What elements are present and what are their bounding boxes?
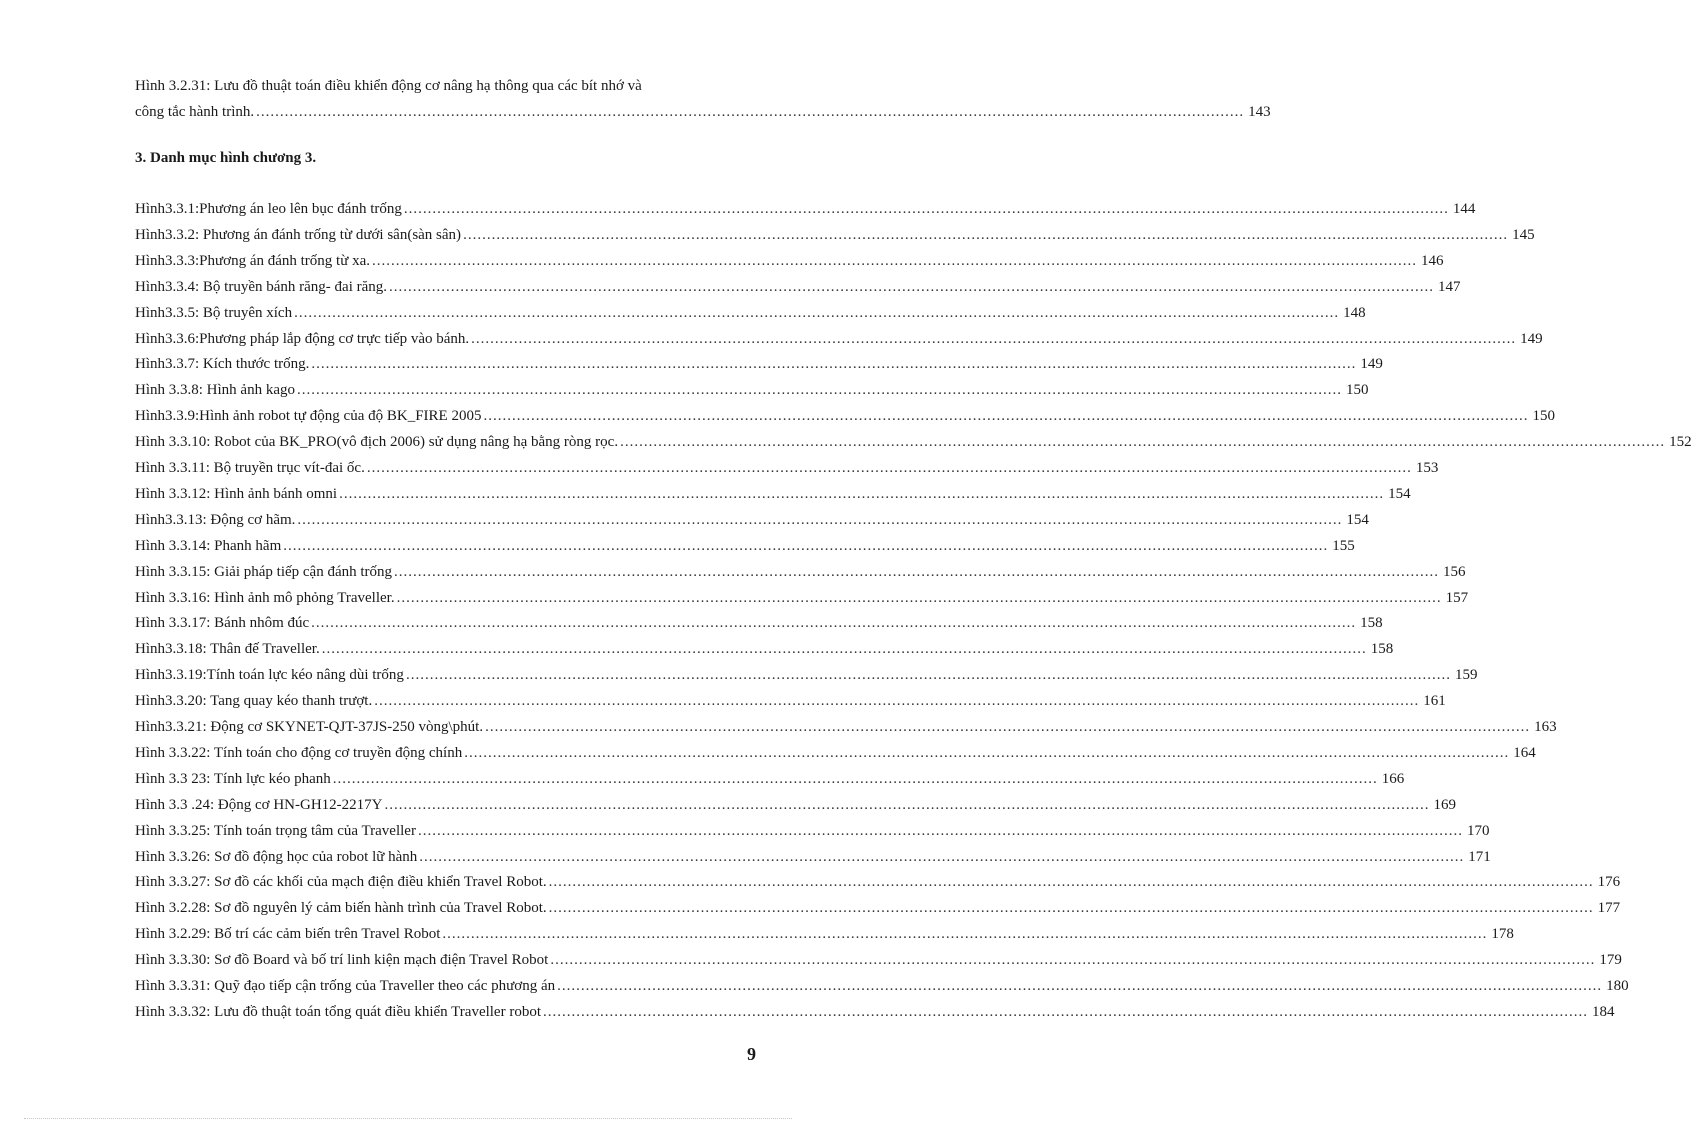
toc-entry (135, 818, 1490, 844)
toc-entry (135, 533, 1355, 559)
toc-entry-page: 154 (1388, 485, 1411, 502)
dot-leader: ............................................................................................................................................................................................................................ (463, 226, 1509, 243)
toc-entry-page: 163 (1534, 719, 1557, 735)
toc-entry-text: Hình 3.3.10: Robot của BK_PRO(vô địch 2006) sử dụng nâng hạ bằng ròng rọc. (135, 434, 619, 451)
toc-entry-row (135, 403, 1555, 429)
toc-entry-text: Hình 3.3.15: Giải pháp tiếp cận đánh trống (135, 563, 393, 580)
toc-entry-page: 161 (1423, 693, 1446, 710)
dot-leader: ............................................................................................................................................................................................................................ (557, 978, 1603, 994)
toc-entry-3-2-31 (135, 73, 1271, 125)
toc-entry-text: Hình3.3.19:Tính toán lực kéo nâng dùi trống (135, 667, 404, 684)
toc-entry (135, 947, 1622, 973)
toc-entry-text: Hình3.3.3:Phương án đánh trống từ xa. (135, 252, 371, 269)
toc-entry (135, 688, 1446, 714)
toc-entry-text: Hình3.3.21: Động cơ SKYNET-QJT-37JS-250 vòng\phút. (135, 719, 484, 735)
toc-entry-text: Hình 3.3.11: Bộ truyền trục vít-đai ốc. (135, 460, 365, 476)
dot-leader: ............................................................................................................................................................................................................................ (403, 201, 1449, 217)
toc-entry (135, 326, 1543, 352)
toc-entry-row (135, 222, 1535, 248)
toc-entry-text: Hình 3.3.22: Tính toán cho động cơ truyền động chính (135, 744, 463, 761)
page-border-line (24, 1118, 792, 1119)
toc-entry-row (135, 688, 1446, 714)
dot-leader: ............................................................................................................................................................................................................................ (366, 460, 1412, 476)
toc-entry (135, 714, 1557, 740)
toc-entry (135, 559, 1466, 585)
toc-entry-page: 143 (1248, 104, 1271, 120)
toc-entry (135, 196, 1476, 222)
dot-leader: ............................................................................................................................................................................................................................ (548, 874, 1594, 891)
toc-entry-page: 158 (1370, 641, 1394, 658)
toc-entry-row (135, 610, 1383, 636)
dot-leader: ............................................................................................................................................................................................................................ (294, 304, 1340, 321)
toc-entry-row (135, 481, 1411, 507)
toc-entry (135, 921, 1514, 947)
page-number: 9 (747, 1044, 756, 1064)
toc-entry-text: Hình 3.2.28: Sơ đồ nguyên lý cảm biến hành trình của Travel Robot. (135, 900, 547, 917)
dot-leader: ............................................................................................................................................................................................................................ (311, 356, 1357, 373)
toc-entry-text: Hình 3.3 23: Tính lực kéo phanh (135, 770, 331, 787)
dot-leader: ............................................................................................................................................................................................................................ (419, 848, 1465, 865)
toc-entry-row (135, 429, 1692, 455)
toc-entry-text: Hình 3.3 .24: Động cơ HN-GH12-2217Y (135, 796, 383, 813)
toc-entry-text: Hình3.3.4: Bộ truyền bánh răng- đai răng. (135, 278, 388, 295)
toc-entry (135, 973, 1629, 999)
dot-leader: ............................................................................................................................................................................................................................ (332, 770, 1378, 787)
toc-entry (135, 248, 1444, 274)
dot-leader: ............................................................................................................................................................................................................................ (417, 822, 1463, 839)
toc-entry-page: 158 (1360, 615, 1383, 632)
dot-leader: ............................................................................................................................................................................................................................ (311, 615, 1357, 632)
toc-entry-row (135, 585, 1469, 611)
toc-entry (135, 895, 1621, 921)
dot-leader: ............................................................................................................................................................................................................................ (374, 693, 1420, 710)
toc-entry-page: 155 (1332, 537, 1355, 554)
toc-entry (135, 766, 1405, 792)
dot-leader: ............................................................................................................................................................................................................................ (396, 589, 1442, 606)
toc-entry-page: 145 (1512, 226, 1535, 243)
dot-leader: ............................................................................................................................................................................................................................ (384, 796, 1430, 813)
toc-entry-text: Hình 3.2.29: Bố trí các cảm biến trên Travel Robot (135, 926, 441, 943)
toc-entry-text: Hình3.3.6:Phương pháp lắp động cơ trực tiếp vào bánh. (135, 330, 470, 347)
toc-entry-page: 149 (1360, 356, 1383, 373)
toc-entry-text-line1: Hình 3.2.31: Lưu đồ thuật toán điều khiển động cơ nâng hạ thông qua các bít nhớ và (135, 78, 642, 94)
toc-entry (135, 507, 1369, 533)
toc-entry-page: 147 (1438, 278, 1461, 295)
toc-entry-row (135, 455, 1439, 481)
toc-entry-page: 177 (1597, 900, 1621, 917)
dot-leader: ............................................................................................................................................................................................................................ (543, 1003, 1588, 1020)
toc-entry-page: 150 (1532, 408, 1555, 425)
toc-entry-page: 148 (1343, 304, 1366, 321)
toc-entry-text: Hình 3.3.25: Tính toán trọng tâm của Traveller (135, 822, 416, 839)
toc-entry-row (135, 533, 1355, 559)
toc-entry-page: 144 (1452, 201, 1476, 217)
toc-entry-line2 (135, 99, 1271, 125)
toc-entry-page: 170 (1466, 822, 1490, 839)
toc-entry-page: 169 (1433, 796, 1456, 813)
toc-entry-page: 159 (1454, 667, 1478, 684)
toc-entry-row (135, 947, 1622, 973)
dot-leader: ............................................................................................................................................................................................................................ (339, 485, 1385, 502)
toc-entry-row (135, 818, 1490, 844)
toc-entry (135, 869, 1621, 895)
toc-entry-row (135, 973, 1629, 999)
toc-entry-text: Hình3.3.18: Thân đế Traveller. (135, 641, 320, 658)
toc-entry-text: Hình 3.3.17: Bánh nhôm đúc (135, 615, 310, 632)
toc-entry-page: 166 (1381, 770, 1405, 787)
toc-entry-row (135, 636, 1394, 662)
dot-leader: ............................................................................................................................................................................................................................ (550, 952, 1596, 969)
toc-entry-row (135, 714, 1557, 740)
toc-entry-row (135, 895, 1621, 921)
toc-entry (135, 222, 1535, 248)
toc-entry (135, 455, 1439, 481)
toc-entry-page: 146 (1421, 252, 1444, 269)
toc-entry-text: Hình3.3.20: Tang quay kéo thanh trượt. (135, 693, 373, 710)
toc-entry-row (135, 869, 1621, 895)
toc-entry-text: Hình 3.3.31: Quỹ đạo tiếp cận trống của Traveller theo các phương án (135, 978, 556, 994)
toc-entry-text: Hình3.3.1:Phương án leo lên bục đánh trống (135, 201, 402, 217)
toc-entry-text-line2: công tắc hành trình. (135, 104, 255, 120)
toc-entry-text: Hình 3.3.16: Hình ảnh mô phỏng Traveller. (135, 589, 395, 606)
toc-entry (135, 636, 1394, 662)
dot-leader: ............................................................................................................................................................................................................................ (464, 744, 1510, 761)
toc-entry-row (135, 248, 1444, 274)
toc-entry-page: 154 (1346, 511, 1369, 528)
toc-entry-row (135, 351, 1383, 377)
dot-leader: ............................................................................................................................................................................................................................ (442, 926, 1488, 943)
toc-entry-text: Hình 3.3.30: Sơ đồ Board và bố trí linh kiện mạch điện Travel Robot (135, 952, 549, 969)
toc-entry-text: Hình 3.3.8: Hình ảnh kago (135, 382, 295, 399)
dot-leader: ............................................................................................................................................................................................................................ (389, 278, 1435, 295)
dot-leader: ............................................................................................................................................................................................................................ (483, 408, 1529, 425)
toc-entry-text: Hình3.3.5: Bộ truyên xích (135, 304, 293, 321)
toc-entry-text: Hình3.3.13: Động cơ hãm. (135, 511, 296, 528)
toc-entry-page: 178 (1491, 926, 1514, 943)
toc-entry (135, 429, 1692, 455)
toc-entry (135, 351, 1383, 377)
dot-leader: ................................................................................................................................................................................................................ (256, 104, 1245, 120)
dot-leader: ............................................................................................................................................................................................................................ (296, 382, 1342, 399)
toc-entry (135, 999, 1615, 1025)
toc-entry (135, 610, 1383, 636)
toc-entry-page: 153 (1415, 460, 1439, 476)
toc-entry-page: 180 (1606, 978, 1629, 994)
toc-entry-row (135, 507, 1369, 533)
toc-entry (135, 300, 1366, 326)
toc-entry-row (135, 377, 1369, 403)
toc-entry (135, 585, 1469, 611)
toc-entry-page: 150 (1345, 382, 1369, 399)
toc-entry-row (135, 766, 1405, 792)
toc-entry-row (135, 792, 1456, 818)
toc-entry (135, 377, 1369, 403)
dot-leader: ............................................................................................................................................................................................................................ (485, 719, 1531, 735)
toc-entry (135, 481, 1411, 507)
dot-leader: ............................................................................................................................................................................................................................ (394, 563, 1440, 580)
toc-entry-page: 149 (1520, 330, 1543, 347)
toc-entry-page: 171 (1468, 848, 1491, 865)
toc-entry-text: Hình3.3.7: Kích thước trống. (135, 356, 310, 373)
toc-entry-page: 184 (1592, 1003, 1615, 1020)
toc-entry-page: 156 (1443, 563, 1466, 580)
dot-leader: ............................................................................................................................................................................................................................ (471, 330, 1517, 347)
toc-entry-row (135, 326, 1543, 352)
toc-entry-text: Hình 3.3.26: Sơ đồ động học của robot lữ hành (135, 848, 418, 865)
section-heading: 3. Danh mục hình chương 3. (135, 150, 317, 166)
dot-leader: ............................................................................................................................................................................................................................ (283, 537, 1329, 554)
toc-entry (135, 792, 1456, 818)
toc-entry-page: 179 (1599, 952, 1622, 969)
toc-entry-row (135, 274, 1461, 300)
toc-entry-page: 157 (1445, 589, 1469, 606)
dot-leader: ............................................................................................................................................................................................................................ (405, 667, 1451, 684)
toc-entry-row (135, 999, 1615, 1025)
toc-entry-page: 152 (1669, 434, 1692, 451)
toc-entry (135, 274, 1461, 300)
dot-leader: ............................................................................................................................................................................................................................ (372, 252, 1418, 269)
toc-entry (135, 662, 1478, 688)
toc-entry (135, 844, 1491, 870)
dot-leader: ............................................................................................................................................................................................................................ (548, 900, 1594, 917)
toc-entry (135, 403, 1555, 429)
toc-entry-text: Hình 3.3.12: Hình ảnh bánh omni (135, 485, 338, 502)
toc-entry-row (135, 559, 1466, 585)
toc-entry-page: 176 (1597, 874, 1621, 891)
toc-entry-text: Hình3.3.9:Hình ảnh robot tự động của độ BK_FIRE 2005 (135, 408, 482, 425)
toc-entry-text: Hình 3.3.27: Sơ đồ các khối của mạch điện điều khiển Travel Robot. (135, 874, 547, 891)
toc-entry-line1 (135, 73, 780, 99)
toc-entry-row (135, 196, 1476, 222)
toc-entry-row (135, 844, 1491, 870)
toc-entry-text: Hình3.3.2: Phương án đánh trống từ dưới sân(sàn sân) (135, 226, 462, 243)
toc-entry-row (135, 921, 1514, 947)
dot-leader: ............................................................................................................................................................................................................................ (297, 511, 1343, 528)
toc-entry (135, 740, 1536, 766)
toc-entry-text: Hình 3.3.14: Phanh hãm (135, 537, 282, 554)
toc-entry-row (135, 740, 1536, 766)
dot-leader: ............................................................................................................................................................................................................................ (321, 641, 1367, 658)
toc-entry-text: Hình 3.3.32: Lưu đồ thuật toán tổng quát điều khiển Traveller robot (135, 1003, 541, 1020)
dot-leader: ............................................................................................................................................................................................................................ (620, 434, 1666, 451)
toc-entry-row (135, 662, 1478, 688)
toc-entry-page: 164 (1513, 744, 1536, 761)
toc-entry-row (135, 300, 1366, 326)
